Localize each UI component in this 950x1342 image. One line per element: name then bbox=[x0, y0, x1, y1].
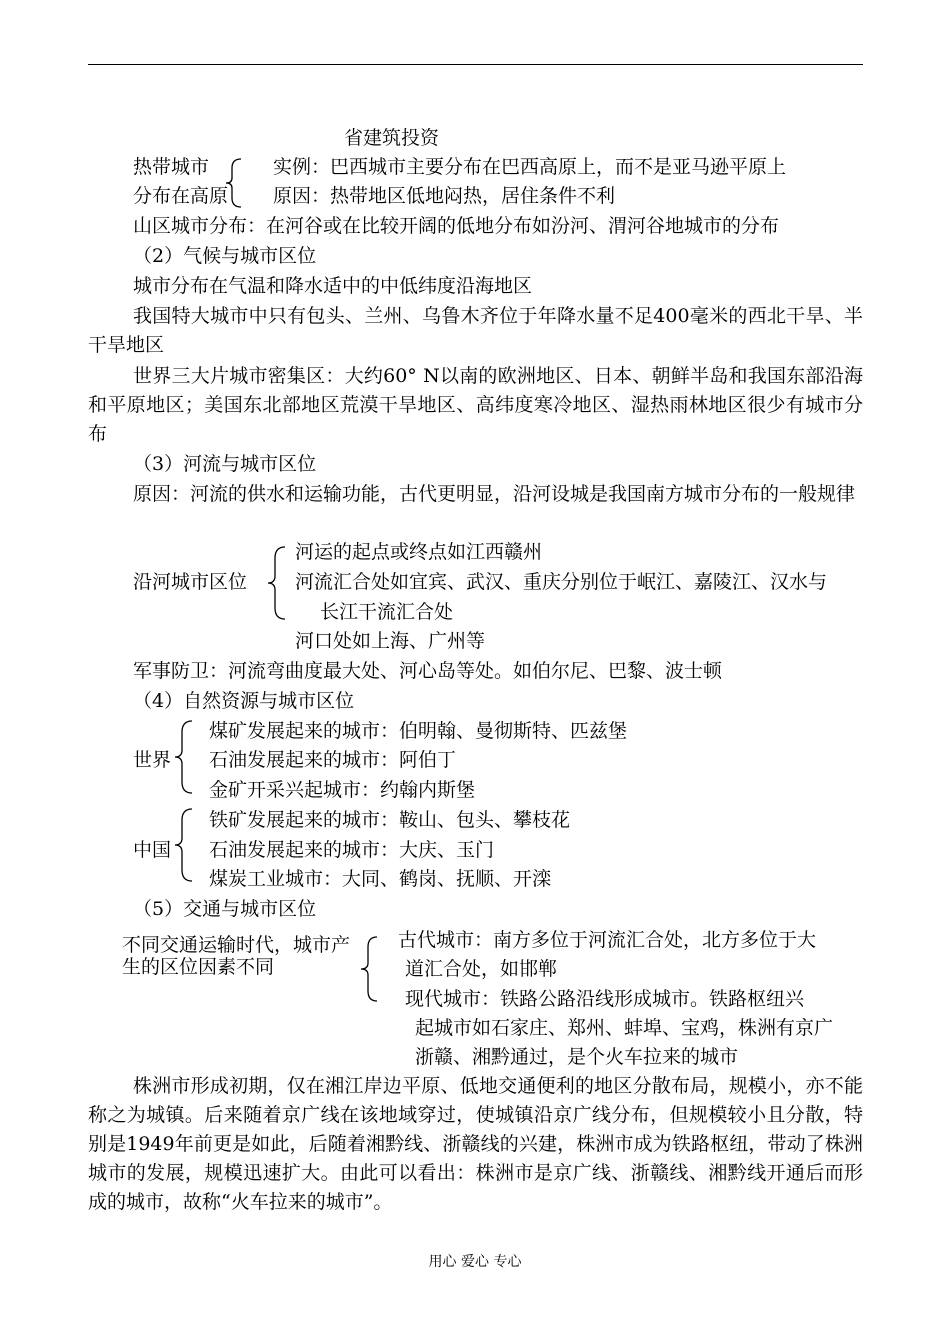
brace-icon bbox=[359, 936, 379, 1002]
china-label: 中国 bbox=[133, 839, 172, 861]
riverside-item: 长江干流汇合处 bbox=[320, 601, 454, 623]
brace-icon bbox=[172, 720, 194, 794]
tropical-label-2: 分布在高原 bbox=[133, 185, 229, 207]
riverside-item: 河运的起点或终点如江西赣州 bbox=[295, 541, 543, 563]
section2-p2: 我国特大城市中只有包头、兰州、乌鲁木齐位于年降水量不足400毫米的西北干旱、半干旱地区 bbox=[88, 305, 863, 356]
china-item: 石油发展起来的城市：大庆、玉门 bbox=[209, 839, 495, 861]
ancient-city-line: 古代城市：南方多位于河流汇合处，北方多位于大 bbox=[398, 929, 817, 951]
riverside-label: 沿河城市区位 bbox=[133, 571, 248, 593]
header-rule bbox=[88, 64, 863, 65]
world-label: 世界 bbox=[133, 749, 172, 771]
tropical-label-1: 热带城市 bbox=[133, 156, 210, 178]
brace-icon bbox=[265, 546, 287, 620]
ancient-city-line: 道汇合处，如邯郸 bbox=[405, 958, 558, 980]
zhuzhou-paragraph: 株洲市形成初期，仅在湘江岸边平原、低地交通便利的地区分散布局，规模小，亦不能称之为城镇。后来随着京广线在该地域穿过，使城镇沿京广线分布，但规模较小且分散，特别是1949年前更是如此，后随着湘黔线、浙赣线的兴建，株洲市成为铁路枢纽，带动了株洲城市的发展，规模迅速扩大。由此可以看出：株洲市是京广线、浙赣线、湘黔线开通后而形成的城市，故称“火车拉来的城市”。 bbox=[88, 1075, 863, 1213]
china-item: 铁矿发展起来的城市：鞍山、包头、攀枝花 bbox=[209, 809, 571, 831]
brace-icon bbox=[172, 808, 194, 882]
riverside-item: 河口处如上海、广州等 bbox=[295, 630, 486, 652]
world-item: 金矿开采兴起城市：约翰内斯堡 bbox=[209, 779, 476, 801]
modern-city-line: 起城市如石家庄、郑州、蚌埠、宝鸡，株洲有京广 bbox=[415, 1017, 834, 1039]
page-footer: 用心 爱心 专心 bbox=[428, 1254, 522, 1270]
military-defense: 军事防卫：河流弯曲度最大处、河心岛等处。如伯尔尼、巴黎、波士顿 bbox=[133, 660, 723, 682]
section3-p1: 原因：河流的供水和运输功能，古代更明显，沿河设城是我国南方城市分布的一般规律 bbox=[133, 483, 856, 505]
section2-p1: 城市分布在气温和降水适中的中低纬度沿海地区 bbox=[133, 275, 533, 297]
tropical-reason: 原因：热带地区低地闷热，居住条件不利 bbox=[273, 185, 616, 207]
brace-icon bbox=[224, 158, 244, 208]
tropical-example: 实例：巴西城市主要分布在巴西高原上，而不是亚马逊平原上 bbox=[273, 156, 787, 178]
world-item: 石油发展起来的城市：阿伯丁 bbox=[209, 749, 457, 771]
section4-heading: （4）自然资源与城市区位 bbox=[133, 690, 355, 712]
section2-p3: 世界三大片城市密集区：大约60° N以南的欧洲地区、日本、朝鲜半岛和我国东部沿海和平原地区；美国东北部地区荒漠干旱地区、高纬度寒冷地区、湿热雨林地区很少有城市分布 bbox=[88, 365, 863, 445]
section5-heading: （5）交通与城市区位 bbox=[133, 898, 317, 920]
riverside-item: 河流汇合处如宜宾、武汉、重庆分别位于岷江、嘉陵江、汉水与 bbox=[295, 571, 828, 593]
modern-city-line: 浙赣、湘黔通过，是个火车拉来的城市 bbox=[415, 1046, 739, 1068]
transport-era-box: 不同交通运输时代，城市产生的区位因素不同 bbox=[122, 934, 351, 978]
mountain-cities: 山区城市分布：在河谷或在比较开阔的低地分布如汾河、渭河谷地城市的分布 bbox=[133, 215, 780, 237]
section2-heading: （2）气候与城市区位 bbox=[133, 245, 317, 267]
modern-city-line: 现代城市：铁路公路沿线形成城市。铁路枢纽兴 bbox=[405, 988, 805, 1010]
section3-heading: （3）河流与城市区位 bbox=[133, 453, 317, 475]
china-item: 煤炭工业城市：大同、鹤岗、抚顺、开滦 bbox=[209, 868, 552, 890]
heading-fragment: 省建筑投资 bbox=[344, 127, 440, 149]
world-item: 煤矿发展起来的城市：伯明翰、曼彻斯特、匹兹堡 bbox=[209, 720, 628, 742]
